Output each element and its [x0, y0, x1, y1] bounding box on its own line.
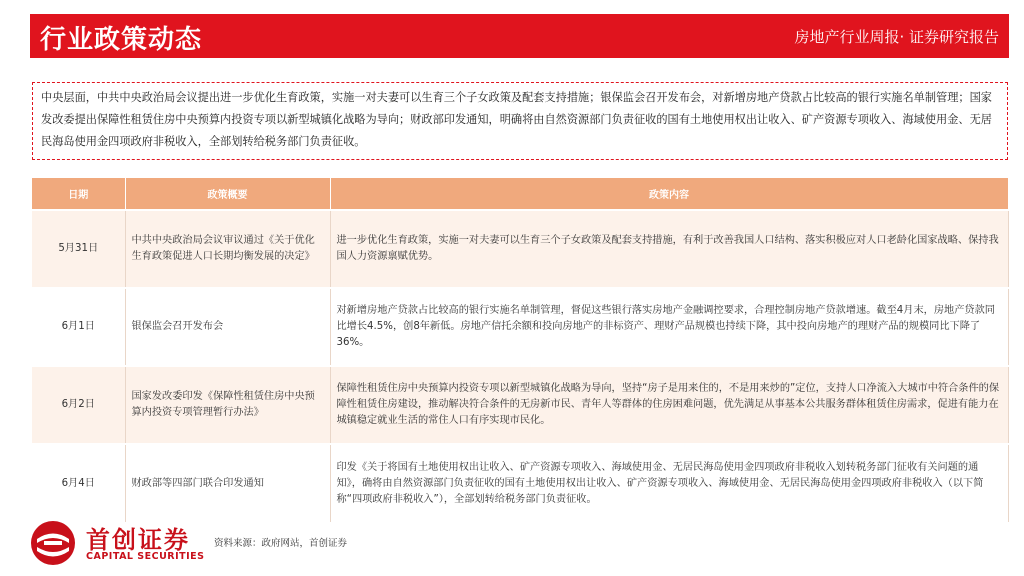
row-date: 6月1日 [32, 288, 125, 366]
table-row [32, 366, 1008, 444]
header-bar [30, 14, 1009, 58]
policy-table [32, 178, 1009, 522]
row-content: 进一步优化生育政策，实施一对夫妻可以生育三个子女政策及配套支持措施，有利于改善我国人口结构、落实积极应对人口老龄化国家战略、保持我国人力资源禀赋优势。 [330, 210, 1008, 288]
header-date: 日期 [32, 178, 125, 210]
row-date: 6月4日 [32, 444, 125, 522]
header-content: 政策内容 [330, 178, 1008, 210]
row-content: 保障性租赁住房中央预算内投资专项以新型城镇化战略为导向，坚持“房子是用来住的，不是用来炒的”定位，支持人口净流入大城市中符合条件的保障性租赁住房建设，推动解决符合条件的无房新市民、青年人等群体的住房困难问题，优先满足从事基本公共服务群体租赁住房需求，促进有能力在城镇稳定就业生活的常住人口有序实现市民化。 [330, 366, 1008, 444]
row-content: 对新增房地产贷款占比较高的银行实施名单制管理，督促这些银行落实房地产金融调控要求，合理控制房地产贷款增速。截至4月末，房地产贷款同比增长4.5%，创8年新低。房地产信托余额和投向房地产的非标资产、理财产品规模也持续下降，其中投向房地产的理财产品的规模同比下降了36%。 [330, 288, 1008, 366]
logo-chinese-name: 首创证券 [86, 526, 190, 554]
row-summary: 国家发改委印发《保障性租赁住房中央预算内投资专项管理暂行办法》 [125, 366, 330, 444]
company-logo [30, 518, 210, 568]
table-row [32, 444, 1008, 522]
header-summary: 政策概要 [125, 178, 330, 210]
row-summary: 银保监会召开发布会 [125, 288, 330, 366]
page-title: 行业政策动态 [40, 25, 203, 55]
source-note: 资料来源：政府网站，首创证券 [214, 538, 348, 549]
table-row [32, 210, 1008, 288]
logo-mark-icon [30, 520, 76, 566]
logo-english-name: CAPITAL SECURITIES [86, 551, 205, 562]
report-type-label: 房地产行业周报· 证券研究报告 [794, 28, 999, 46]
row-summary: 财政部等四部门联合印发通知 [125, 444, 330, 522]
row-content: 印发《关于将国有土地使用权出让收入、矿产资源专项收入、海域使用金、无居民海岛使用金四项政府非税收入划转税务部门征收有关问题的通知》，确将由自然资源部门负责征收的国有土地使用权出让收入、矿产资源专项收入、海域使用金、无居民海岛使用金四项政府非税收入（以下简称“四项政府非税收入”），全部划转给税务部门负责征收。 [330, 444, 1008, 522]
table-row [32, 288, 1008, 366]
table-header-row [32, 178, 1008, 210]
row-summary: 中共中央政治局会议审议通过《关于优化生育政策促进人口长期均衡发展的决定》 [125, 210, 330, 288]
row-date: 6月2日 [32, 366, 125, 444]
summary-box: 中央层面，中共中央政治局会议提出进一步优化生育政策，实施一对夫妻可以生育三个子女政策及配套支持措施；银保监会召开发布会，对新增房地产贷款占比较高的银行实施名单制管理；国家发改委提出保障性租赁住房中央预算内投资专项以新型城镇化战略为导向；财政部印发通知，明确将由自然资源部门负责征收的国有土地使用权出让收入、矿产资源专项收入、海域使用金、无居民海岛使用金四项政府非税收入，全部划转给税务部门负责征收。 [32, 82, 1008, 160]
row-date: 5月31日 [32, 210, 125, 288]
